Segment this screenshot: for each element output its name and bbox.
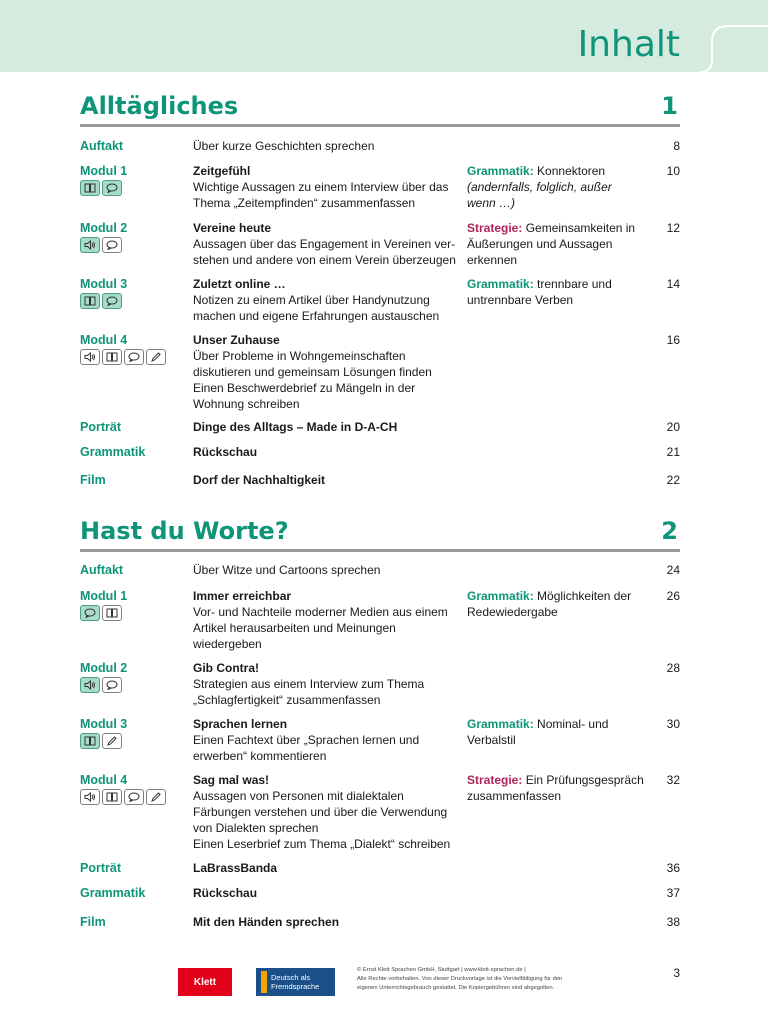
strategy-text: Gemeinsamkeiten in — [525, 221, 636, 235]
grammar-label: Grammatik: — [467, 717, 534, 731]
book-icon — [80, 293, 100, 309]
grammar-examples: wenn …) — [467, 196, 516, 210]
pencil-icon — [146, 349, 166, 365]
row-desc: Aussagen über das Engagement in Vereinen ver- — [193, 237, 456, 251]
speech-bubble-icon — [102, 237, 122, 253]
row-title: Zuletzt online … — [193, 277, 286, 291]
book-icon — [102, 789, 122, 805]
grammar-label: Grammatik: — [467, 589, 534, 603]
book-icon — [102, 349, 122, 365]
row-page: 30 — [666, 717, 680, 731]
skill-icons — [80, 180, 122, 196]
copyright-line: Alle Rechte vorbehalten. Von dieser Druckvorlage ist die Vervielfältigung für den — [357, 976, 563, 982]
skill-icons — [80, 677, 122, 693]
row-desc: Thema „Zeitempfinden“ zusammenfassen — [193, 196, 416, 210]
grammar-note — [467, 163, 647, 211]
row-title: Rückschau — [193, 886, 258, 900]
strategy-note — [467, 220, 647, 268]
row-page: 20 — [666, 420, 680, 434]
strategy-text: erkennen — [467, 253, 518, 267]
row-desc: machen und eigene Erfahrungen austauschen — [193, 309, 440, 323]
row-page: 38 — [666, 915, 680, 929]
section-title-2: Hast du Worte? — [80, 517, 289, 545]
row-desc: Über kurze Geschichten sprechen — [193, 139, 375, 153]
row-desc: Vor- und Nachteile moderner Medien aus einem — [193, 605, 448, 619]
row-page: 32 — [666, 773, 680, 787]
grammar-label: Grammatik: — [467, 164, 534, 178]
row-page: 37 — [666, 886, 680, 900]
skill-icons — [80, 733, 122, 749]
row-title: Sag mal was! — [193, 773, 270, 787]
speaker-icon — [80, 237, 100, 253]
row-label: Modul 1 — [80, 589, 128, 603]
row-desc: Wohnung schreiben — [193, 397, 300, 411]
row-label: Modul 1 — [80, 164, 128, 178]
row-desc: von Dialekten sprechen — [193, 821, 319, 835]
strategy-text: Äußerungen und Aussagen — [467, 237, 613, 251]
row-page: 8 — [673, 139, 680, 153]
row-desc: wiedergeben — [193, 637, 262, 651]
row-desc: Einen Fachtext über „Sprachen lernen und — [193, 733, 420, 747]
copyright-notice — [357, 966, 607, 993]
copyright-line: eigenen Unterrichtsgebrauch gestattet. Die Kopiergebühren sind abgegolten. — [357, 985, 555, 991]
row-desc: Notizen zu einem Artikel über Handynutzung — [193, 293, 430, 307]
row-desc: Über Witze und Cartoons sprechen — [193, 563, 381, 577]
row-page: 10 — [666, 164, 680, 178]
strategy-text: Ein Prüfungsgespräch — [525, 773, 644, 787]
row-desc: Färbungen verstehen und über die Verwendung — [193, 805, 448, 819]
row-title: Dinge des Alltags – Made in D-A-CH — [193, 420, 398, 434]
row-label: Porträt — [80, 861, 121, 875]
page-header — [0, 0, 768, 72]
daf-logo-bar — [261, 971, 267, 993]
row-desc: Aussagen von Personen mit dialektalen — [193, 789, 404, 803]
row-page: 16 — [666, 333, 680, 347]
daf-logo — [256, 968, 335, 996]
grammar-text: Verbalstil — [467, 733, 516, 747]
row-page: 21 — [666, 445, 680, 459]
speech-bubble-icon — [102, 677, 122, 693]
grammar-text: untrennbare Verben — [467, 293, 574, 307]
skill-icons — [80, 237, 122, 253]
grammar-note — [467, 716, 647, 748]
row-page: 14 — [666, 277, 680, 291]
speech-bubble-icon — [102, 180, 122, 196]
pencil-icon — [146, 789, 166, 805]
row-title: Gib Contra! — [193, 661, 259, 675]
book-icon — [102, 605, 122, 621]
grammar-note — [467, 588, 647, 620]
row-desc: Einen Beschwerdebrief zu Mängeln in der — [193, 381, 416, 395]
speaker-icon — [80, 677, 100, 693]
strategy-label: Strategie: — [467, 221, 523, 235]
speech-bubble-icon — [102, 293, 122, 309]
row-page: 22 — [666, 473, 680, 487]
strategy-label: Strategie: — [467, 773, 523, 787]
speaker-icon — [80, 789, 100, 805]
strategy-note — [467, 772, 647, 804]
skill-icons — [80, 605, 122, 621]
grammar-text: trennbare und — [537, 277, 612, 291]
speech-bubble-icon — [80, 605, 100, 621]
row-page: 28 — [666, 661, 680, 675]
row-label: Modul 3 — [80, 277, 128, 291]
section-title-1: Alltägliches — [80, 92, 239, 120]
row-desc: Wichtige Aussagen zu einem Interview über das — [193, 180, 449, 194]
pencil-icon — [102, 733, 122, 749]
skill-icons — [80, 349, 166, 365]
daf-logo-text: Deutsch als — [271, 973, 311, 982]
speaker-icon — [80, 349, 100, 365]
row-label: Film — [80, 915, 106, 929]
strategy-text: zusammenfassen — [467, 789, 562, 803]
row-label: Auftakt — [80, 139, 124, 153]
row-title: Unser Zuhause — [193, 333, 280, 347]
row-label: Grammatik — [80, 886, 146, 900]
grammar-label: Grammatik: — [467, 277, 534, 291]
grammar-text: Redewiedergabe — [467, 605, 558, 619]
row-label: Modul 4 — [80, 773, 128, 787]
row-label: Porträt — [80, 420, 121, 434]
row-label: Modul 2 — [80, 661, 128, 675]
row-title: Zeitgefühl — [193, 164, 251, 178]
klett-logo-text: Klett — [193, 976, 217, 988]
row-desc: Über Probleme in Wohngemeinschaften — [193, 349, 406, 363]
row-desc: Strategien aus einem Interview zum Thema — [193, 677, 425, 691]
row-title: Mit den Händen sprechen — [193, 915, 340, 929]
row-title: Vereine heute — [193, 221, 272, 235]
skill-icons — [80, 789, 166, 805]
book-icon — [80, 180, 100, 196]
speech-bubble-icon — [124, 349, 144, 365]
row-desc: erwerben“ kommentieren — [193, 749, 327, 763]
row-title: Sprachen lernen — [193, 717, 288, 731]
row-title: Rückschau — [193, 445, 258, 459]
row-label: Grammatik — [80, 445, 146, 459]
klett-logo — [178, 968, 232, 996]
skill-icons — [80, 293, 122, 309]
row-label: Auftakt — [80, 563, 124, 577]
section-rule-2 — [80, 549, 680, 552]
daf-logo-text: Fremdsprache — [271, 982, 320, 991]
row-desc: Einen Leserbrief zum Thema „Dialekt“ schreiben — [193, 837, 451, 851]
row-desc: „Schlagfertigkeit“ zusammenfassen — [193, 693, 381, 707]
book-icon — [80, 733, 100, 749]
row-label: Modul 4 — [80, 333, 128, 347]
row-page: 24 — [666, 563, 680, 577]
copyright-line: © Ernst Klett Sprachen GmbH, Stuttgart | www.klett-sprachen.de | — [357, 967, 526, 973]
page-title: Inhalt — [577, 24, 680, 65]
row-title: Immer erreichbar — [193, 589, 292, 603]
section-rule-1 — [80, 124, 680, 127]
grammar-note — [467, 276, 647, 308]
grammar-text: Nominal- und — [537, 717, 609, 731]
grammar-examples: (andernfalls, folglich, außer — [467, 180, 612, 194]
row-page: 26 — [666, 589, 680, 603]
row-desc: Artikel herausarbeiten und Meinungen — [193, 621, 396, 635]
row-label: Modul 2 — [80, 221, 128, 235]
speech-bubble-icon — [124, 789, 144, 805]
row-label: Film — [80, 473, 106, 487]
section-number-2: 2 — [661, 517, 678, 545]
page-number: 3 — [673, 966, 680, 980]
row-page: 36 — [666, 861, 680, 875]
section-number-1: 1 — [661, 92, 678, 120]
row-title: Dorf der Nachhaltigkeit — [193, 473, 326, 487]
row-title: LaBrassBanda — [193, 861, 278, 875]
grammar-text: Möglichkeiten der — [537, 589, 632, 603]
row-label: Modul 3 — [80, 717, 128, 731]
row-desc: diskutieren und gemeinsam Lösungen finden — [193, 365, 432, 379]
row-page: 12 — [666, 221, 680, 235]
grammar-text: Konnektoren — [537, 164, 606, 178]
row-desc: stehen und andere von einem Verein überzeugen — [193, 253, 456, 267]
